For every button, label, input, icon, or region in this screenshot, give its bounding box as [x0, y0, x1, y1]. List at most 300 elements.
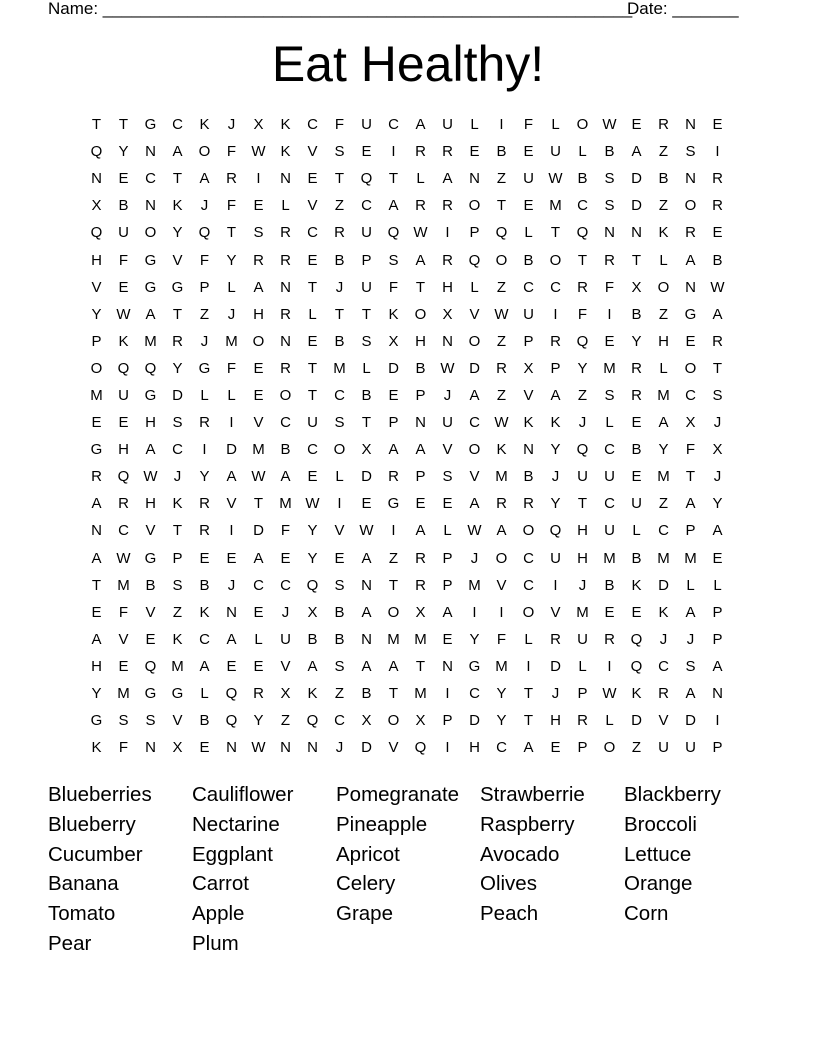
grid-letter[interactable]: X: [91, 197, 102, 215]
grid-letter[interactable]: G: [90, 441, 103, 459]
grid-letter[interactable]: J: [227, 116, 236, 134]
grid-letter[interactable]: A: [685, 495, 696, 513]
grid-letter[interactable]: F: [226, 359, 237, 377]
grid-letter[interactable]: S: [685, 657, 696, 675]
grid-letter[interactable]: B: [631, 305, 642, 323]
grid-letter[interactable]: N: [361, 630, 372, 648]
grid-letter[interactable]: Q: [306, 712, 319, 730]
grid-letter[interactable]: E: [550, 739, 561, 757]
grid-letter[interactable]: N: [415, 414, 426, 432]
grid-letter[interactable]: G: [468, 657, 481, 675]
grid-letter[interactable]: L: [578, 143, 587, 161]
grid-letter[interactable]: B: [604, 143, 615, 161]
grid-letter[interactable]: G: [144, 685, 157, 703]
grid-letter[interactable]: S: [604, 170, 615, 188]
grid-letter[interactable]: V: [469, 468, 480, 486]
grid-letter[interactable]: D: [631, 712, 642, 730]
grid-letter[interactable]: Q: [144, 359, 157, 377]
grid-letter[interactable]: U: [361, 278, 372, 296]
grid-letter[interactable]: O: [90, 359, 103, 377]
grid-letter[interactable]: U: [118, 224, 129, 242]
grid-letter[interactable]: J: [551, 685, 560, 703]
grid-letter[interactable]: B: [334, 630, 345, 648]
grid-letter[interactable]: R: [496, 359, 507, 377]
grid-letter[interactable]: A: [172, 143, 183, 161]
grid-letter[interactable]: H: [145, 414, 156, 432]
grid-letter[interactable]: W: [413, 224, 428, 242]
grid-letter[interactable]: E: [388, 386, 399, 404]
grid-letter[interactable]: Z: [496, 332, 507, 350]
grid-letter[interactable]: P: [685, 522, 696, 540]
grid-letter[interactable]: B: [280, 441, 291, 459]
grid-letter[interactable]: G: [144, 116, 157, 134]
grid-letter[interactable]: A: [550, 386, 561, 404]
grid-letter[interactable]: O: [603, 739, 616, 757]
grid-letter[interactable]: Y: [253, 712, 264, 730]
grid-letter[interactable]: B: [361, 386, 372, 404]
grid-letter[interactable]: N: [145, 739, 156, 757]
grid-letter[interactable]: P: [712, 630, 723, 648]
grid-letter[interactable]: A: [415, 116, 426, 134]
grid-letter[interactable]: L: [416, 170, 425, 188]
grid-letter[interactable]: V: [145, 603, 156, 621]
grid-letter[interactable]: A: [226, 468, 237, 486]
grid-letter[interactable]: Y: [496, 685, 507, 703]
grid-letter[interactable]: T: [361, 305, 372, 323]
grid-letter[interactable]: T: [334, 305, 345, 323]
grid-letter[interactable]: Z: [631, 739, 642, 757]
grid-letter[interactable]: Y: [469, 630, 480, 648]
grid-letter[interactable]: C: [469, 685, 480, 703]
grid-letter[interactable]: T: [172, 522, 183, 540]
grid-letter[interactable]: V: [388, 739, 399, 757]
grid-letter[interactable]: O: [333, 441, 346, 459]
grid-letter[interactable]: O: [279, 386, 292, 404]
grid-letter[interactable]: K: [307, 685, 318, 703]
grid-letter[interactable]: E: [334, 549, 345, 567]
grid-letter[interactable]: B: [145, 576, 156, 594]
grid-letter[interactable]: Q: [630, 630, 643, 648]
grid-letter[interactable]: L: [281, 197, 290, 215]
grid-letter[interactable]: O: [198, 143, 211, 161]
grid-letter[interactable]: Y: [550, 441, 561, 459]
grid-letter[interactable]: G: [171, 278, 184, 296]
grid-letter[interactable]: T: [685, 468, 696, 486]
grid-letter[interactable]: H: [145, 495, 156, 513]
grid-letter[interactable]: Y: [91, 305, 102, 323]
grid-letter[interactable]: R: [253, 251, 264, 269]
grid-letter[interactable]: N: [712, 685, 723, 703]
grid-letter[interactable]: P: [388, 414, 399, 432]
grid-letter[interactable]: U: [685, 739, 696, 757]
grid-letter[interactable]: B: [631, 549, 642, 567]
grid-letter[interactable]: E: [91, 414, 102, 432]
grid-letter[interactable]: R: [442, 197, 453, 215]
grid-letter[interactable]: H: [91, 251, 102, 269]
grid-letter[interactable]: J: [200, 332, 209, 350]
grid-letter[interactable]: Z: [199, 305, 210, 323]
grid-letter[interactable]: A: [496, 522, 507, 540]
grid-letter[interactable]: O: [252, 332, 265, 350]
grid-letter[interactable]: J: [659, 630, 668, 648]
grid-letter[interactable]: S: [253, 224, 264, 242]
grid-letter[interactable]: A: [712, 522, 723, 540]
grid-letter[interactable]: L: [524, 224, 533, 242]
grid-letter[interactable]: Z: [280, 712, 291, 730]
grid-letter[interactable]: B: [334, 251, 345, 269]
grid-letter[interactable]: E: [253, 603, 264, 621]
grid-letter[interactable]: L: [308, 305, 317, 323]
grid-letter[interactable]: R: [712, 170, 723, 188]
grid-letter[interactable]: Q: [414, 739, 427, 757]
grid-letter[interactable]: J: [686, 630, 695, 648]
grid-letter[interactable]: Q: [576, 332, 589, 350]
grid-letter[interactable]: W: [548, 170, 563, 188]
grid-letter[interactable]: A: [685, 251, 696, 269]
grid-letter[interactable]: S: [604, 386, 615, 404]
grid-letter[interactable]: F: [496, 630, 507, 648]
grid-letter[interactable]: N: [280, 278, 291, 296]
grid-letter[interactable]: O: [522, 603, 535, 621]
grid-letter[interactable]: Q: [495, 224, 508, 242]
grid-letter[interactable]: A: [226, 630, 237, 648]
grid-letter[interactable]: A: [415, 522, 426, 540]
grid-letter[interactable]: M: [549, 197, 562, 215]
grid-letter[interactable]: E: [91, 603, 102, 621]
grid-letter[interactable]: R: [523, 495, 534, 513]
grid-letter[interactable]: T: [172, 170, 183, 188]
grid-letter[interactable]: L: [713, 576, 722, 594]
grid-letter[interactable]: O: [495, 251, 508, 269]
grid-letter[interactable]: L: [470, 116, 479, 134]
grid-letter[interactable]: Q: [198, 224, 211, 242]
grid-letter[interactable]: Z: [658, 495, 669, 513]
grid-letter[interactable]: P: [469, 224, 480, 242]
grid-letter[interactable]: B: [334, 332, 345, 350]
grid-letter[interactable]: E: [712, 549, 723, 567]
grid-letter[interactable]: A: [361, 549, 372, 567]
grid-letter[interactable]: C: [496, 739, 507, 757]
grid-letter[interactable]: N: [685, 116, 696, 134]
grid-letter[interactable]: T: [523, 685, 534, 703]
grid-letter[interactable]: Z: [334, 685, 345, 703]
grid-letter[interactable]: G: [684, 305, 697, 323]
grid-letter[interactable]: P: [550, 359, 561, 377]
grid-letter[interactable]: I: [472, 603, 477, 621]
grid-letter[interactable]: L: [605, 414, 614, 432]
grid-letter[interactable]: H: [550, 712, 561, 730]
grid-letter[interactable]: M: [90, 386, 103, 404]
grid-letter[interactable]: E: [415, 495, 426, 513]
grid-letter[interactable]: C: [172, 116, 183, 134]
grid-letter[interactable]: C: [280, 414, 291, 432]
grid-letter[interactable]: V: [307, 197, 318, 215]
grid-letter[interactable]: Z: [658, 197, 669, 215]
grid-letter[interactable]: I: [715, 712, 720, 730]
grid-letter[interactable]: W: [602, 685, 617, 703]
grid-letter[interactable]: N: [469, 170, 480, 188]
grid-letter[interactable]: A: [415, 441, 426, 459]
grid-letter[interactable]: D: [469, 712, 480, 730]
grid-letter[interactable]: B: [523, 468, 534, 486]
grid-letter[interactable]: R: [199, 522, 210, 540]
grid-letter[interactable]: Q: [225, 712, 238, 730]
grid-letter[interactable]: X: [361, 712, 372, 730]
grid-letter[interactable]: J: [335, 278, 344, 296]
grid-letter[interactable]: A: [469, 386, 480, 404]
grid-letter[interactable]: E: [469, 143, 480, 161]
grid-letter[interactable]: U: [577, 630, 588, 648]
grid-letter[interactable]: Y: [658, 441, 669, 459]
grid-letter[interactable]: M: [684, 549, 697, 567]
grid-letter[interactable]: Y: [172, 359, 183, 377]
grid-letter[interactable]: U: [307, 414, 318, 432]
grid-letter[interactable]: P: [712, 603, 723, 621]
grid-letter[interactable]: S: [334, 143, 345, 161]
grid-letter[interactable]: Z: [658, 305, 669, 323]
grid-letter[interactable]: I: [391, 143, 396, 161]
grid-letter[interactable]: B: [712, 251, 723, 269]
grid-letter[interactable]: P: [577, 685, 588, 703]
grid-letter[interactable]: T: [307, 386, 318, 404]
grid-letter[interactable]: L: [443, 522, 452, 540]
grid-letter[interactable]: M: [657, 386, 670, 404]
grid-letter[interactable]: U: [631, 495, 642, 513]
grid-letter[interactable]: E: [253, 386, 264, 404]
grid-letter[interactable]: D: [631, 197, 642, 215]
grid-letter[interactable]: E: [712, 116, 723, 134]
grid-letter[interactable]: C: [334, 712, 345, 730]
grid-letter[interactable]: A: [91, 549, 102, 567]
grid-letter[interactable]: Q: [117, 468, 130, 486]
grid-letter[interactable]: A: [145, 305, 156, 323]
grid-letter[interactable]: A: [685, 603, 696, 621]
grid-letter[interactable]: Z: [658, 143, 669, 161]
grid-letter[interactable]: N: [91, 170, 102, 188]
grid-letter[interactable]: W: [710, 278, 725, 296]
grid-letter[interactable]: P: [577, 739, 588, 757]
grid-letter[interactable]: R: [415, 549, 426, 567]
grid-letter[interactable]: C: [469, 414, 480, 432]
grid-letter[interactable]: J: [227, 576, 236, 594]
grid-letter[interactable]: X: [415, 712, 426, 730]
grid-letter[interactable]: Z: [496, 386, 507, 404]
grid-letter[interactable]: Q: [549, 522, 562, 540]
grid-letter[interactable]: N: [145, 197, 156, 215]
grid-letter[interactable]: R: [550, 630, 561, 648]
grid-letter[interactable]: Z: [496, 170, 507, 188]
grid-letter[interactable]: T: [334, 170, 345, 188]
grid-letter[interactable]: A: [199, 170, 210, 188]
grid-letter[interactable]: Q: [306, 576, 319, 594]
grid-letter[interactable]: I: [337, 495, 342, 513]
grid-letter[interactable]: S: [685, 143, 696, 161]
grid-letter[interactable]: T: [118, 116, 129, 134]
grid-letter[interactable]: R: [280, 305, 291, 323]
grid-letter[interactable]: T: [91, 576, 102, 594]
grid-letter[interactable]: H: [469, 739, 480, 757]
grid-letter[interactable]: I: [499, 116, 504, 134]
grid-letter[interactable]: K: [118, 332, 129, 350]
grid-letter[interactable]: U: [550, 143, 561, 161]
grid-letter[interactable]: I: [607, 657, 612, 675]
grid-letter[interactable]: N: [442, 657, 453, 675]
grid-letter[interactable]: N: [442, 332, 453, 350]
grid-letter[interactable]: O: [387, 603, 400, 621]
grid-letter[interactable]: N: [280, 332, 291, 350]
grid-letter[interactable]: F: [226, 143, 237, 161]
grid-letter[interactable]: U: [604, 468, 615, 486]
grid-letter[interactable]: X: [442, 305, 453, 323]
grid-letter[interactable]: M: [603, 549, 616, 567]
grid-letter[interactable]: E: [226, 657, 237, 675]
grid-letter[interactable]: E: [442, 630, 453, 648]
grid-letter[interactable]: R: [631, 359, 642, 377]
grid-letter[interactable]: O: [657, 278, 670, 296]
grid-letter[interactable]: L: [632, 522, 641, 540]
grid-letter[interactable]: V: [91, 278, 102, 296]
grid-letter[interactable]: W: [143, 468, 158, 486]
grid-letter[interactable]: R: [415, 197, 426, 215]
grid-letter[interactable]: V: [469, 305, 480, 323]
grid-letter[interactable]: U: [604, 522, 615, 540]
grid-letter[interactable]: A: [712, 305, 723, 323]
grid-letter[interactable]: H: [442, 278, 453, 296]
grid-letter[interactable]: W: [251, 468, 266, 486]
grid-letter[interactable]: M: [144, 332, 157, 350]
grid-letter[interactable]: S: [442, 468, 453, 486]
grid-letter[interactable]: N: [226, 603, 237, 621]
grid-letter[interactable]: D: [685, 712, 696, 730]
grid-letter[interactable]: X: [361, 441, 372, 459]
grid-letter[interactable]: F: [226, 197, 237, 215]
grid-letter[interactable]: J: [173, 468, 182, 486]
grid-letter[interactable]: C: [523, 576, 534, 594]
grid-letter[interactable]: C: [361, 197, 372, 215]
grid-letter[interactable]: Y: [307, 522, 318, 540]
grid-letter[interactable]: I: [391, 522, 396, 540]
grid-letter[interactable]: T: [712, 359, 723, 377]
grid-letter[interactable]: U: [523, 305, 534, 323]
grid-letter[interactable]: E: [631, 468, 642, 486]
grid-letter[interactable]: E: [307, 332, 318, 350]
grid-letter[interactable]: C: [388, 116, 399, 134]
grid-letter[interactable]: F: [118, 739, 129, 757]
grid-letter[interactable]: I: [202, 441, 207, 459]
grid-letter[interactable]: V: [118, 630, 129, 648]
grid-letter[interactable]: W: [359, 522, 374, 540]
grid-letter[interactable]: T: [307, 359, 318, 377]
grid-letter[interactable]: F: [334, 116, 345, 134]
grid-letter[interactable]: O: [468, 197, 481, 215]
grid-letter[interactable]: B: [415, 359, 426, 377]
grid-letter[interactable]: R: [577, 712, 588, 730]
grid-letter[interactable]: W: [116, 305, 131, 323]
grid-letter[interactable]: C: [550, 278, 561, 296]
grid-letter[interactable]: W: [251, 739, 266, 757]
grid-letter[interactable]: G: [144, 251, 157, 269]
grid-letter[interactable]: A: [685, 685, 696, 703]
grid-letter[interactable]: C: [307, 441, 318, 459]
grid-letter[interactable]: Z: [577, 386, 588, 404]
grid-letter[interactable]: M: [657, 549, 670, 567]
grid-letter[interactable]: X: [172, 739, 183, 757]
grid-letter[interactable]: D: [550, 657, 561, 675]
grid-letter[interactable]: W: [305, 495, 320, 513]
grid-letter[interactable]: C: [334, 386, 345, 404]
grid-letter[interactable]: D: [469, 359, 480, 377]
grid-letter[interactable]: E: [199, 549, 210, 567]
grid-letter[interactable]: E: [631, 603, 642, 621]
grid-letter[interactable]: U: [361, 224, 372, 242]
grid-letter[interactable]: I: [229, 414, 234, 432]
grid-letter[interactable]: Y: [199, 468, 210, 486]
grid-letter[interactable]: R: [685, 224, 696, 242]
grid-letter[interactable]: I: [445, 685, 450, 703]
grid-letter[interactable]: U: [361, 116, 372, 134]
grid-letter[interactable]: L: [227, 386, 236, 404]
grid-letter[interactable]: P: [442, 712, 453, 730]
grid-letter[interactable]: E: [145, 630, 156, 648]
grid-letter[interactable]: Q: [225, 685, 238, 703]
grid-letter[interactable]: U: [442, 116, 453, 134]
grid-letter[interactable]: G: [171, 685, 184, 703]
grid-letter[interactable]: L: [659, 359, 668, 377]
grid-letter[interactable]: O: [576, 116, 589, 134]
grid-letter[interactable]: O: [468, 332, 481, 350]
grid-letter[interactable]: E: [199, 739, 210, 757]
grid-letter[interactable]: M: [171, 657, 184, 675]
grid-letter[interactable]: T: [226, 224, 237, 242]
grid-letter[interactable]: P: [415, 386, 426, 404]
grid-letter[interactable]: K: [172, 495, 183, 513]
grid-letter[interactable]: K: [91, 739, 102, 757]
grid-letter[interactable]: W: [494, 414, 509, 432]
grid-letter[interactable]: R: [280, 359, 291, 377]
grid-letter[interactable]: S: [118, 712, 129, 730]
grid-letter[interactable]: V: [307, 143, 318, 161]
grid-letter[interactable]: I: [607, 305, 612, 323]
grid-letter[interactable]: E: [523, 143, 534, 161]
grid-letter[interactable]: A: [658, 414, 669, 432]
grid-letter[interactable]: C: [307, 116, 318, 134]
grid-letter[interactable]: T: [577, 495, 588, 513]
grid-letter[interactable]: R: [199, 495, 210, 513]
grid-letter[interactable]: V: [523, 386, 534, 404]
grid-letter[interactable]: M: [279, 495, 292, 513]
grid-letter[interactable]: E: [631, 414, 642, 432]
grid-letter[interactable]: T: [415, 278, 426, 296]
grid-letter[interactable]: B: [604, 576, 615, 594]
grid-letter[interactable]: R: [226, 170, 237, 188]
grid-letter[interactable]: B: [577, 170, 588, 188]
grid-letter[interactable]: L: [200, 386, 209, 404]
grid-letter[interactable]: I: [553, 305, 558, 323]
grid-letter[interactable]: D: [361, 739, 372, 757]
grid-letter[interactable]: X: [253, 116, 264, 134]
grid-letter[interactable]: A: [253, 549, 264, 567]
grid-letter[interactable]: T: [631, 251, 642, 269]
grid-letter[interactable]: K: [631, 576, 642, 594]
grid-letter[interactable]: P: [199, 278, 210, 296]
grid-letter[interactable]: Q: [144, 657, 157, 675]
grid-letter[interactable]: F: [523, 116, 534, 134]
grid-letter[interactable]: X: [415, 603, 426, 621]
grid-letter[interactable]: E: [631, 116, 642, 134]
grid-letter[interactable]: C: [523, 278, 534, 296]
grid-letter[interactable]: A: [712, 657, 723, 675]
grid-letter[interactable]: E: [361, 143, 372, 161]
